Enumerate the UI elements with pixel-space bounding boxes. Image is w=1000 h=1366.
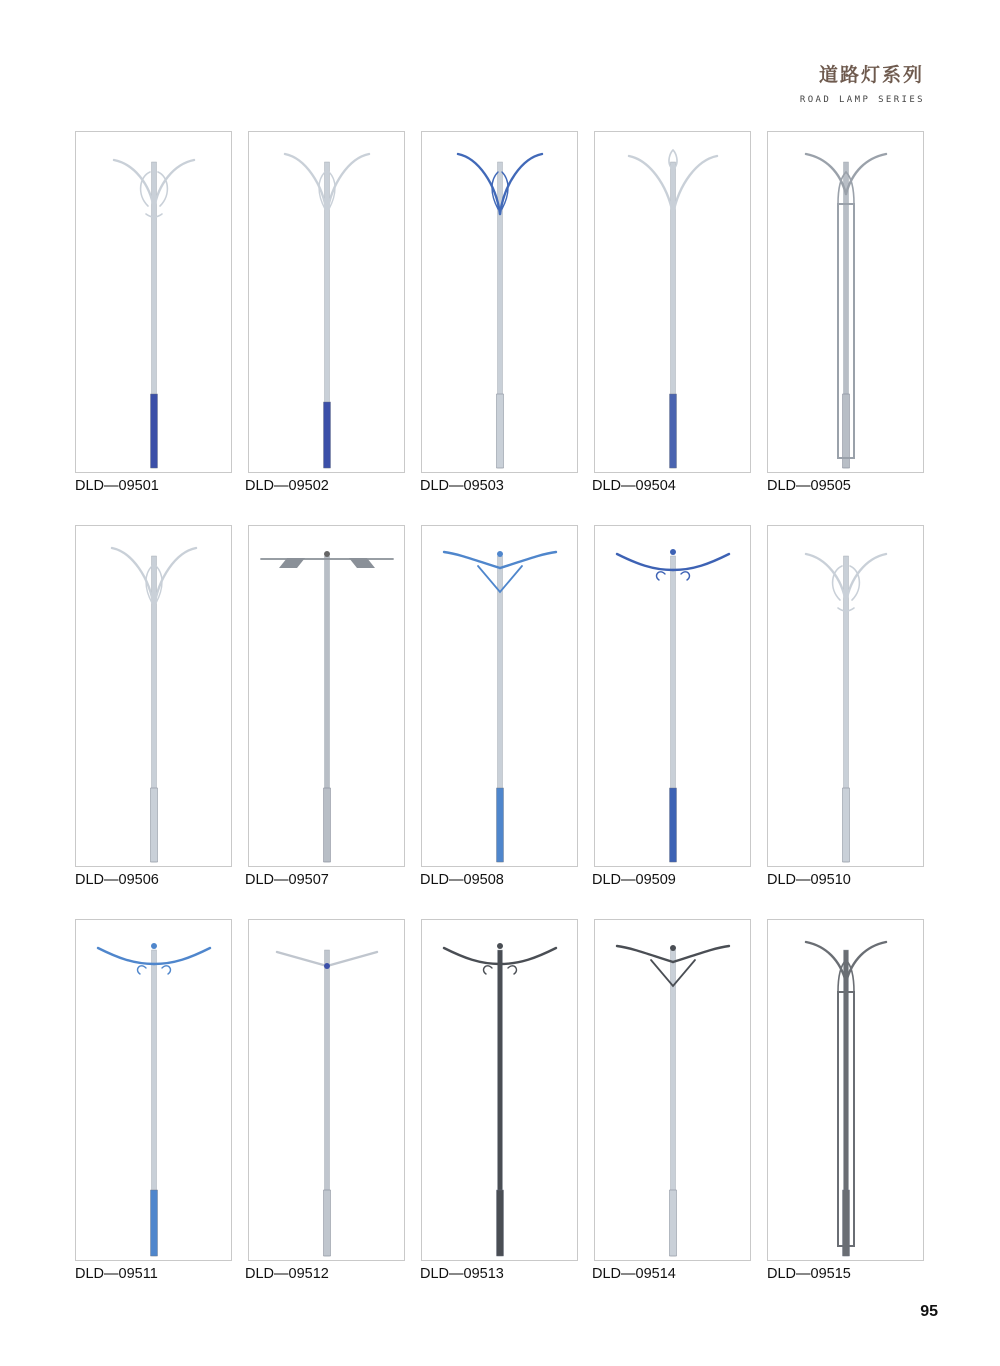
lamp-pole-image xyxy=(595,132,752,474)
product-card xyxy=(421,131,578,473)
pole-base xyxy=(324,402,331,468)
pole-base xyxy=(151,394,158,468)
product-card xyxy=(421,919,578,1261)
product-code-label: DLD—09508 xyxy=(420,872,504,888)
lamp-pole-image xyxy=(422,920,579,1262)
product-code-label: DLD—09503 xyxy=(420,478,504,494)
product-card xyxy=(75,131,232,473)
product-code-label: DLD—09507 xyxy=(245,872,329,888)
pole-base xyxy=(670,1190,677,1256)
lamp-pole-image xyxy=(76,920,233,1262)
product-card xyxy=(248,131,405,473)
header-subtitle: ROAD LAMP SERIES xyxy=(799,95,925,105)
product-code-label: DLD—09505 xyxy=(767,478,851,494)
product-code-label: DLD—09501 xyxy=(75,478,159,494)
product-code-label: DLD—09515 xyxy=(767,1266,851,1282)
pole-base xyxy=(843,394,850,468)
lamp-pole-image xyxy=(768,920,925,1262)
product-code-label: DLD—09513 xyxy=(420,1266,504,1282)
pole-base xyxy=(497,394,504,468)
lamp-pole-image xyxy=(422,526,579,868)
product-card xyxy=(421,525,578,867)
product-card xyxy=(767,919,924,1261)
product-card xyxy=(75,919,232,1261)
product-code-label: DLD—09510 xyxy=(767,872,851,888)
lamp-pole-image xyxy=(595,526,752,868)
lamp-pole-image xyxy=(76,132,233,474)
lamp-pole-image xyxy=(768,526,925,868)
pole-base xyxy=(324,788,331,862)
lamp-pole-image xyxy=(249,920,406,1262)
product-card xyxy=(75,525,232,867)
pole-base xyxy=(151,1190,158,1256)
lamp-pole-image xyxy=(768,132,925,474)
lamp-pole-image xyxy=(76,526,233,868)
lamp-pole-image xyxy=(249,526,406,868)
page-number: 95 xyxy=(920,1303,938,1320)
pole-base xyxy=(497,1190,504,1256)
lamp-pole-image xyxy=(422,132,579,474)
product-card xyxy=(594,131,751,473)
lamp-pole-image xyxy=(595,920,752,1262)
pole-base xyxy=(324,1190,331,1256)
pole-base xyxy=(843,788,850,862)
product-code-label: DLD—09512 xyxy=(245,1266,329,1282)
pole-base xyxy=(151,788,158,862)
product-card xyxy=(594,525,751,867)
header-title: 道路灯系列 xyxy=(818,64,924,86)
product-code-label: DLD—09504 xyxy=(592,478,676,494)
product-card xyxy=(767,525,924,867)
product-code-label: DLD—09511 xyxy=(75,1266,158,1282)
lamp-pole-image xyxy=(249,132,406,474)
product-card xyxy=(594,919,751,1261)
product-card xyxy=(767,131,924,473)
product-code-label: DLD—09514 xyxy=(592,1266,676,1282)
product-code-label: DLD—09506 xyxy=(75,872,159,888)
pole-base xyxy=(670,394,677,468)
pole-base xyxy=(670,788,677,862)
product-code-label: DLD—09502 xyxy=(245,478,329,494)
product-card xyxy=(248,525,405,867)
product-card xyxy=(248,919,405,1261)
pole-base xyxy=(497,788,504,862)
product-code-label: DLD—09509 xyxy=(592,872,676,888)
